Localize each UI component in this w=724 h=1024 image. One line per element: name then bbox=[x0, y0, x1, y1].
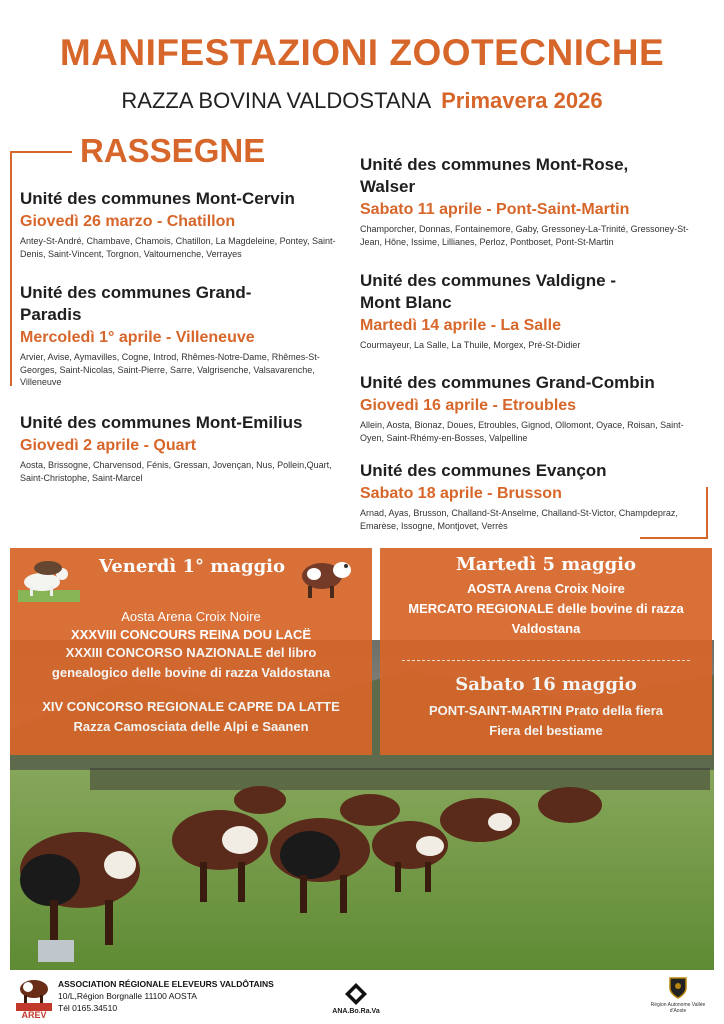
event-line: XXXIII CONCORSO NAZIONALE del libro bbox=[65, 645, 317, 660]
union-name: Unité des communes Mont-Emilius bbox=[20, 413, 303, 432]
event-place: Aosta Arena Croix Noire bbox=[121, 609, 261, 624]
union-name: Unité des communes Evançon bbox=[360, 461, 607, 480]
bracket-top-line bbox=[10, 151, 72, 153]
union-name: Unité des communes Grand-Combin bbox=[360, 373, 655, 392]
anaborava-logo-text: ANA.Bo.Ra.Va bbox=[332, 1008, 380, 1015]
event-panel-right bbox=[380, 548, 712, 755]
event-line: Valdostana bbox=[511, 621, 581, 636]
towns-list: Arvier, Avise, Aymavilles, Cogne, Introd, Rhêmes-Notre-Dame, Rhêmes-St-Georges, Saint-Nicolas, Saint-Pierre, Sarre, Valgrisenche, Valsavarenche, Villeneuve bbox=[20, 352, 320, 387]
season-label: Primavera 2026 bbox=[441, 88, 603, 113]
event-date: Giovedì 26 marzo - Chatillon bbox=[20, 213, 236, 230]
arev-logo-icon bbox=[16, 975, 52, 1011]
breed-name: RAZZA BOVINA VALDOSTANA bbox=[121, 88, 432, 113]
event-date: Sabato 18 aprile - Brusson bbox=[360, 485, 562, 502]
event-date: Sabato 11 aprile - Pont-Saint-Martin bbox=[360, 201, 630, 218]
org-address: 10/L,Région Borgnalle 11100 AOSTA bbox=[58, 991, 197, 1001]
bracket-left-line bbox=[10, 151, 12, 386]
section-title: RASSEGNE bbox=[80, 132, 266, 169]
poster-subtitle bbox=[0, 88, 724, 114]
event-place: AOSTA Arena Croix Noire bbox=[467, 581, 625, 596]
rassegna-mont-rose bbox=[360, 154, 700, 248]
goats-icon bbox=[18, 552, 80, 602]
event-date: Mercoledì 1° aprile - Villeneuve bbox=[20, 329, 255, 346]
union-name: Unité des communes Mont-Cervin bbox=[20, 189, 295, 208]
event-line: XIV CONCORSO REGIONALE CAPRE DA LATTE bbox=[42, 699, 340, 714]
poster-title: MANIFESTAZIONI ZOOTECNICHE bbox=[59, 32, 665, 73]
towns-list: Allein, Aosta, Bionaz, Doues, Etroubles, Gignod, Ollomont, Oyace, Roisan, Saint-Oyen, Saint-Rhémy-en-Bosses, Valpelline bbox=[360, 420, 684, 443]
event-title: Venerdì 1° maggio bbox=[99, 556, 285, 577]
event-title: Martedì 5 maggio bbox=[455, 554, 637, 575]
anaborava-logo-icon bbox=[344, 982, 368, 1006]
rassegna-evancon bbox=[360, 460, 700, 532]
region-crest-icon bbox=[668, 976, 688, 1000]
union-name: Unité des communes Grand-Paradis bbox=[20, 283, 252, 324]
rassegna-mont-emilius bbox=[20, 412, 355, 484]
bracket-bottom-line bbox=[640, 537, 708, 539]
rassegna-grand-combin bbox=[360, 372, 700, 444]
org-phone: Tél 0165.34510 bbox=[58, 1003, 118, 1013]
rassegna-grand-paradis bbox=[20, 282, 350, 389]
arev-logo-text: AREV bbox=[21, 1010, 47, 1020]
towns-list: Antey-St-André, Chambave, Chamois, Chatillon, La Magdeleine, Pontey, Saint-Denis, Saint-Vincent, Torgnon, Valtournenche, Verrayes bbox=[20, 236, 336, 259]
event-date: Martedì 14 aprile - La Salle bbox=[360, 317, 561, 334]
towns-list: Aosta, Brissogne, Charvensod, Fénis, Gressan, Jovençan, Nus, Pollein,Quart, Saint-Christophe, Saint-Marcel bbox=[20, 460, 332, 483]
rassegna-mont-cervin bbox=[20, 188, 350, 260]
event-line: PONT-SAINT-MARTIN Prato della fiera bbox=[428, 703, 664, 718]
event-title: Sabato 16 maggio bbox=[455, 674, 637, 695]
event-date: Giovedì 2 aprile - Quart bbox=[20, 437, 197, 454]
event-date: Giovedì 16 aprile - Etroubles bbox=[360, 397, 577, 414]
org-name: ASSOCIATION RÉGIONALE ELEVEURS VALDÔTAINS bbox=[58, 979, 274, 989]
event-line: Fiera del bestiame bbox=[489, 723, 603, 738]
bracket-right-line bbox=[706, 487, 708, 537]
event-line: Razza Camosciata delle Alpi e Saanen bbox=[73, 719, 309, 734]
cow-icon bbox=[298, 552, 354, 600]
union-name: Unité des communes Valdigne - Mont Blanc bbox=[360, 271, 617, 312]
event-line: genealogico delle bovine di razza Valdostana bbox=[51, 665, 331, 680]
towns-list: Courmayeur, La Salle, La Thuile, Morgex, Pré-St-Didier bbox=[360, 340, 581, 350]
event-panel-venerdi bbox=[10, 548, 372, 755]
rassegna-valdigne bbox=[360, 270, 700, 352]
region-logo-text: Région Autonome Vallée d'Aoste bbox=[650, 1002, 706, 1014]
union-name: Unité des communes Mont-Rose, Walser bbox=[360, 155, 629, 196]
towns-list: Arnad, Ayas, Brusson, Challand-St-Anselme, Challand-St-Victor, Champdepraz, Emarèse, Issogne, Montjovet, Verrès bbox=[360, 508, 678, 531]
event-line: XXXVIII CONCOURS REINA DOU LACË bbox=[70, 627, 312, 642]
towns-list: Champorcher, Donnas, Fontainemore, Gaby, Gressoney-La-Trinité, Gressoney-St-Jean, Hône, Issime, Lillianes, Perloz, Pontboset, Pont-St-Martin bbox=[360, 224, 689, 247]
event-line: MERCATO REGIONALE delle bovine di razza bbox=[408, 601, 684, 616]
separator-line bbox=[402, 660, 690, 661]
